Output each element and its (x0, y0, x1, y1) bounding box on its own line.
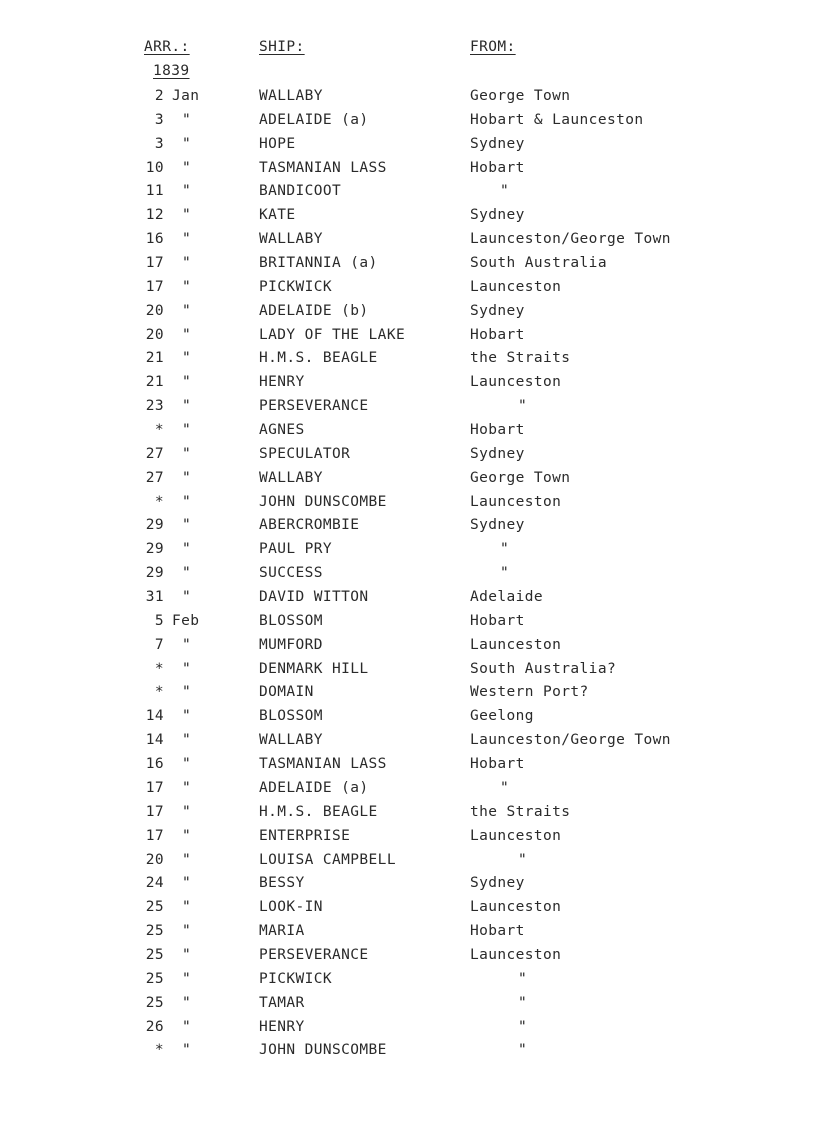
arrival-month: " (182, 684, 192, 701)
ship-name: TASMANIAN LASS (259, 159, 387, 176)
year-heading: 1839 (153, 63, 190, 79)
arrival-row (0, 348, 816, 372)
arrival-day: * (154, 684, 164, 701)
arrival-day: 17 (145, 278, 164, 295)
origin-port: Hobart (470, 923, 525, 940)
arrival-month: " (182, 660, 192, 677)
ship-name: TASMANIAN LASS (259, 756, 387, 773)
arrival-month: " (182, 469, 192, 486)
arrival-day: 16 (145, 231, 164, 248)
arrival-day: 23 (145, 398, 164, 415)
arrival-day: 25 (145, 899, 164, 916)
origin-port: Western Port? (470, 684, 589, 701)
arrival-day: 3 (154, 111, 164, 128)
origin-port: Launceston (470, 899, 562, 916)
ship-name: WALLABY (259, 231, 323, 248)
origin-port: Adelaide (470, 589, 544, 606)
origin-port: Hobart (470, 756, 525, 773)
arrival-row (0, 873, 816, 897)
ship-name: PICKWICK (259, 278, 333, 295)
ship-name: PERSEVERANCE (259, 398, 369, 415)
arrival-row (0, 706, 816, 730)
arrival-month: " (182, 1042, 192, 1059)
arrival-month: " (182, 1018, 192, 1035)
origin-port: Launceston (470, 278, 562, 295)
origin-port: Sydney (470, 517, 525, 534)
arrival-row (0, 205, 816, 229)
arrival-month: " (182, 899, 192, 916)
origin-port: " (518, 1042, 528, 1059)
origin-port: Hobart (470, 612, 525, 629)
arrival-row (0, 969, 816, 993)
arrival-row (0, 1017, 816, 1041)
origin-port: Geelong (470, 708, 534, 725)
arrival-month: " (182, 970, 192, 987)
ship-name: HOPE (259, 135, 296, 152)
arrival-month: Jan (172, 88, 200, 104)
arrival-month: " (182, 803, 192, 820)
origin-port: the Straits (470, 803, 571, 820)
ship-name: ENTERPRISE (259, 827, 351, 844)
arrival-row (0, 826, 816, 850)
arrival-month: " (182, 207, 192, 224)
arrival-month: " (182, 183, 192, 200)
ship-name: LADY OF THE LAKE (259, 326, 406, 343)
arrival-month: " (182, 994, 192, 1011)
arrival-row (0, 802, 816, 826)
arrival-month: " (182, 851, 192, 868)
origin-port: Launceston (470, 636, 562, 653)
ship-name: SPECULATOR (259, 445, 351, 462)
origin-port: Launceston (470, 374, 562, 391)
ship-name: WALLABY (259, 469, 323, 486)
arrival-column-header: ARR.: (144, 39, 190, 55)
arrival-month: " (182, 350, 192, 367)
origin-port: " (500, 565, 510, 582)
arrivals-list (0, 86, 816, 1064)
origin-port: Sydney (470, 135, 525, 152)
arrival-month: " (182, 517, 192, 534)
arrival-day: 20 (145, 326, 164, 343)
arrival-day: 24 (145, 875, 164, 892)
arrival-day: 29 (145, 565, 164, 582)
arrival-day: 17 (145, 779, 164, 796)
ship-name: BESSY (259, 875, 305, 892)
origin-port: Hobart (470, 422, 525, 439)
ship-column-header: SHIP: (259, 39, 305, 55)
arrival-month: " (182, 159, 192, 176)
arrival-row (0, 993, 816, 1017)
ship-name: ADELAIDE (b) (259, 302, 369, 319)
ship-name: ADELAIDE (a) (259, 779, 369, 796)
arrival-month: " (182, 732, 192, 749)
arrival-row (0, 372, 816, 396)
origin-port: Launceston (470, 946, 562, 963)
ship-name: LOOK-IN (259, 899, 323, 916)
arrival-month: " (182, 946, 192, 963)
arrival-month: " (182, 278, 192, 295)
arrival-month: " (182, 135, 192, 152)
ship-name: PERSEVERANCE (259, 946, 369, 963)
arrival-row (0, 659, 816, 683)
arrival-row (0, 682, 816, 706)
arrival-row (0, 539, 816, 563)
arrival-day: 2 (154, 88, 164, 104)
arrival-day: 16 (145, 756, 164, 773)
ship-name: H.M.S. BEAGLE (259, 350, 378, 367)
arrival-day: 21 (145, 350, 164, 367)
origin-port: Launceston/George Town (470, 732, 671, 749)
arrival-day: 25 (145, 946, 164, 963)
ship-name: JOHN DUNSCOMBE (259, 1042, 387, 1059)
arrival-month: " (182, 302, 192, 319)
arrival-month: " (182, 255, 192, 272)
arrival-month: " (182, 923, 192, 940)
origin-port: Sydney (470, 207, 525, 224)
arrival-row (0, 730, 816, 754)
arrival-month: " (182, 589, 192, 606)
from-column-header: FROM: (470, 39, 516, 55)
arrival-row (0, 492, 816, 516)
ship-name: HENRY (259, 1018, 305, 1035)
arrival-month: " (182, 374, 192, 391)
ship-name: DAVID WITTON (259, 589, 369, 606)
origin-port: George Town (470, 88, 571, 104)
arrival-day: * (154, 422, 164, 439)
arrival-row (0, 229, 816, 253)
arrival-day: 25 (145, 923, 164, 940)
arrival-month: " (182, 875, 192, 892)
ship-name: H.M.S. BEAGLE (259, 803, 378, 820)
arrival-row (0, 778, 816, 802)
arrival-day: 5 (154, 612, 164, 629)
ship-name: BANDICOOT (259, 183, 342, 200)
ship-name: PAUL PRY (259, 541, 333, 558)
arrival-day: 17 (145, 255, 164, 272)
ship-name: HENRY (259, 374, 305, 391)
arrival-row (0, 850, 816, 874)
origin-port: South Australia (470, 255, 607, 272)
origin-port: Launceston (470, 493, 562, 510)
origin-port: " (500, 541, 510, 558)
arrival-row (0, 86, 816, 110)
arrival-month: " (182, 445, 192, 462)
origin-port: " (518, 970, 528, 987)
arrival-month: Feb (172, 612, 200, 629)
arrival-month: " (182, 493, 192, 510)
arrival-day: 26 (145, 1018, 164, 1035)
arrival-row (0, 897, 816, 921)
arrival-day: 11 (145, 183, 164, 200)
arrival-day: 25 (145, 970, 164, 987)
origin-port: " (518, 398, 528, 415)
arrival-month: " (182, 565, 192, 582)
ship-name: BLOSSOM (259, 612, 323, 629)
arrival-month: " (182, 708, 192, 725)
ship-name: KATE (259, 207, 296, 224)
ship-name: WALLABY (259, 732, 323, 749)
arrival-row (0, 1040, 816, 1064)
arrival-day: 17 (145, 827, 164, 844)
arrival-day: * (154, 660, 164, 677)
arrival-day: 10 (145, 159, 164, 176)
arrival-row (0, 277, 816, 301)
ship-name: LOUISA CAMPBELL (259, 851, 396, 868)
arrival-day: 20 (145, 851, 164, 868)
arrival-day: 14 (145, 732, 164, 749)
arrival-month: " (182, 636, 192, 653)
arrival-row (0, 611, 816, 635)
arrival-row (0, 945, 816, 969)
ship-name: SUCCESS (259, 565, 323, 582)
ship-name: JOHN DUNSCOMBE (259, 493, 387, 510)
ship-name: WALLABY (259, 88, 323, 104)
arrival-month: " (182, 779, 192, 796)
origin-port: the Straits (470, 350, 571, 367)
origin-port: " (518, 851, 528, 868)
arrival-day: 29 (145, 541, 164, 558)
arrival-month: " (182, 827, 192, 844)
arrival-day: 17 (145, 803, 164, 820)
arrival-row (0, 325, 816, 349)
arrival-day: 3 (154, 135, 164, 152)
arrival-row (0, 635, 816, 659)
arrival-row (0, 158, 816, 182)
origin-port: Hobart (470, 326, 525, 343)
origin-port: Hobart & Launceston (470, 111, 644, 128)
origin-port: George Town (470, 469, 571, 486)
arrival-row (0, 515, 816, 539)
ship-name: BLOSSOM (259, 708, 323, 725)
ship-name: TAMAR (259, 994, 305, 1011)
origin-port: Launceston/George Town (470, 231, 671, 248)
arrival-day: * (154, 493, 164, 510)
arrival-day: 31 (145, 589, 164, 606)
arrival-row (0, 134, 816, 158)
origin-port: Sydney (470, 875, 525, 892)
origin-port: Launceston (470, 827, 562, 844)
arrival-month: " (182, 422, 192, 439)
origin-port: Hobart (470, 159, 525, 176)
arrival-month: " (182, 756, 192, 773)
origin-port: Sydney (470, 445, 525, 462)
arrival-row (0, 253, 816, 277)
ship-name: BRITANNIA (a) (259, 255, 378, 272)
arrival-row (0, 444, 816, 468)
arrival-day: 12 (145, 207, 164, 224)
origin-port: " (518, 1018, 528, 1035)
origin-port: " (518, 994, 528, 1011)
arrival-row (0, 396, 816, 420)
arrival-day: 21 (145, 374, 164, 391)
arrival-month: " (182, 541, 192, 558)
ship-name: DENMARK HILL (259, 660, 369, 677)
arrival-row (0, 181, 816, 205)
arrival-day: 29 (145, 517, 164, 534)
arrival-month: " (182, 231, 192, 248)
ship-name: PICKWICK (259, 970, 333, 987)
origin-port: " (500, 779, 510, 796)
arrival-row (0, 921, 816, 945)
arrival-day: 25 (145, 994, 164, 1011)
arrival-day: 20 (145, 302, 164, 319)
arrival-month: " (182, 398, 192, 415)
ship-name: MUMFORD (259, 636, 323, 653)
arrival-row (0, 587, 816, 611)
arrival-row (0, 563, 816, 587)
ship-name: ADELAIDE (a) (259, 111, 369, 128)
arrival-day: 7 (154, 636, 164, 653)
arrival-row (0, 110, 816, 134)
origin-port: " (500, 183, 510, 200)
arrival-month: " (182, 111, 192, 128)
ship-name: DOMAIN (259, 684, 314, 701)
arrival-row (0, 754, 816, 778)
arrival-row (0, 468, 816, 492)
arrival-day: 27 (145, 469, 164, 486)
arrival-month: " (182, 326, 192, 343)
arrival-row (0, 420, 816, 444)
ship-name: MARIA (259, 923, 305, 940)
arrival-row (0, 301, 816, 325)
origin-port: South Australia? (470, 660, 617, 677)
arrival-day: 14 (145, 708, 164, 725)
ship-name: AGNES (259, 422, 305, 439)
ship-name: ABERCROMBIE (259, 517, 360, 534)
arrival-day: * (154, 1042, 164, 1059)
origin-port: Sydney (470, 302, 525, 319)
arrival-day: 27 (145, 445, 164, 462)
